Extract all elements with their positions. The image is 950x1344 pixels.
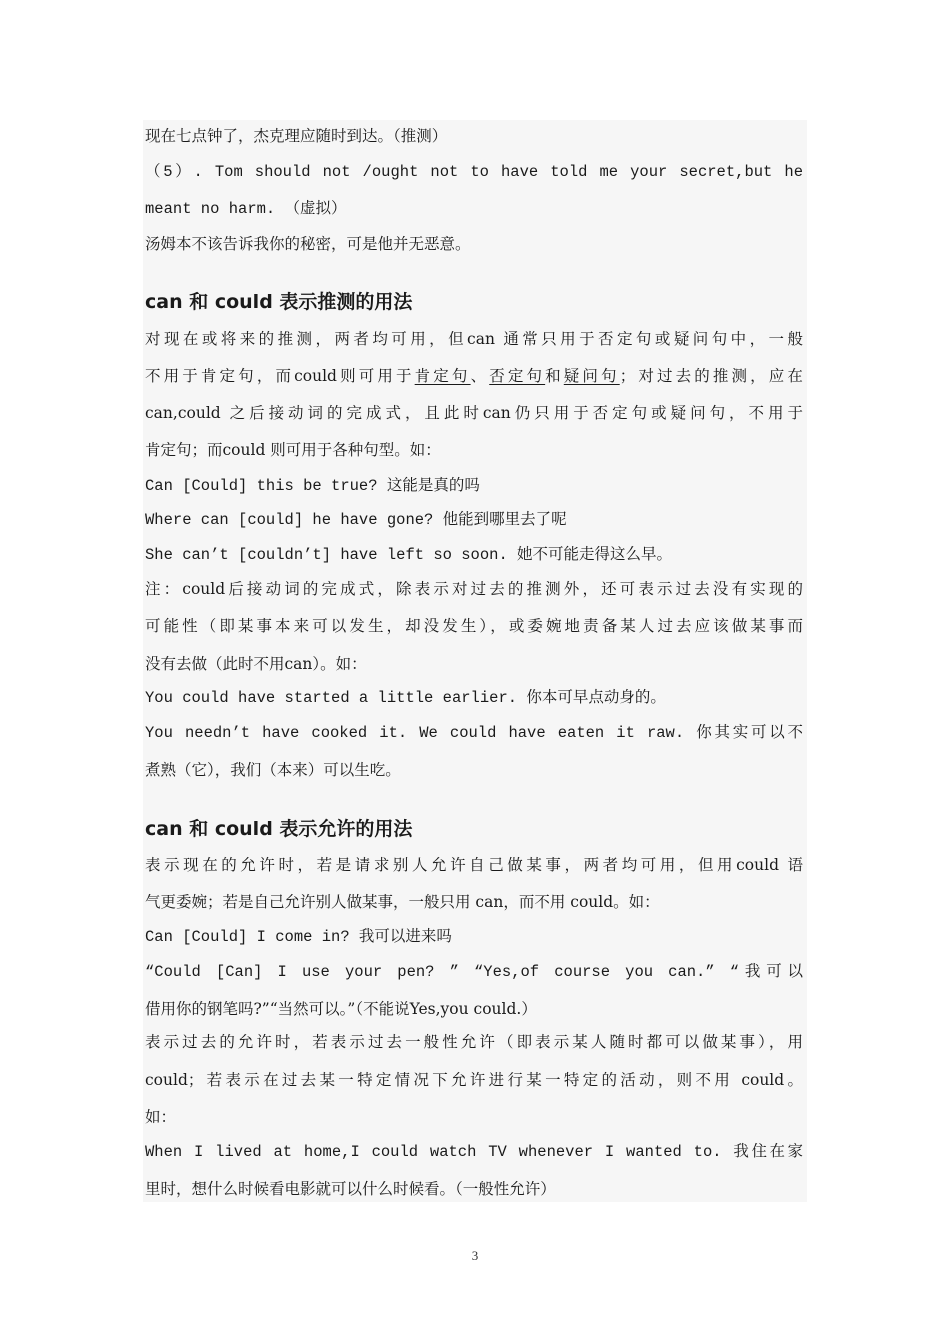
paragraph-line: 如： [145,1108,177,1126]
text-span: 、 [470,367,490,385]
page-number: 3 [471,1248,479,1263]
note-line: 注：could后接动词的完成式，除表示对过去的推测外，还可表示过去没有实现的 [145,580,803,598]
example-sentence: （5）. Tom should not /ought not to have told me your secret,but he [145,163,803,181]
note-line: 没有去做（此时不用can）。如： [145,655,367,673]
paragraph-line: 表示现在的允许时，若是请求别人允许自己做某事，两者均可用，但用could 语 [145,856,803,874]
example-translation: 煮熟（它），我们（本来）可以生吃。 [145,761,401,779]
paragraph-line: 对现在或将来的推测，两者均可用，但can 通常只用于否定句或疑问句中，一般 [145,330,803,348]
document-body [143,120,807,1202]
example-sentence: “Could [Can] I use your pen? ” “Yes,of course you can.” “我可以 [145,963,803,981]
text-span: ；对过去的推测，应在 [619,367,803,385]
example-translation: 里时，想什么时候看电影就可以什么时候看。（一般性允许） [145,1180,556,1198]
paragraph-line: could；若表示在过去某一特定情况下允许进行某一特定的活动，则不用 could。 [145,1071,803,1089]
example-sentence: Where can [could] he have gone? 他能到哪里去了呢 [145,511,567,529]
example-sentence: Can [Could] I come in? 我可以进来吗 [145,928,452,946]
example-sentence: You could have started a little earlier. 你本可早点动身的。 [145,689,666,707]
text-span: 和 [545,367,564,385]
section-heading-permission: can 和 could 表示允许的用法 [145,818,413,840]
example-translation: 借用你的钢笔吗?”“当然可以。”（不能说Yes,you could.） [145,1000,537,1018]
paragraph-line: 肯定句；而could 则可用于各种句型。如： [145,441,441,459]
example-sentence: meant no harm. （虚拟） [145,200,347,218]
underlined-term: 否定句 [489,367,546,385]
example-sentence: You needn’t have cooked it. We could have eaten it raw. 你其实可以不 [145,724,803,742]
underlined-term: 肯定句 [414,367,471,385]
example-sentence: Can [Could] this be true? 这能是真的吗 [145,477,480,495]
example-sentence: When I lived at home,I could watch TV whenever I wanted to. 我住在家 [145,1143,803,1161]
section-heading-inference: can 和 could 表示推测的用法 [145,291,413,313]
paragraph-translation: 现在七点钟了，杰克理应随时到达。（推测） [145,127,448,145]
paragraph-line [145,366,803,386]
paragraph-translation: 汤姆本不该告诉我你的秘密，可是他并无恶意。 [145,235,471,253]
paragraph-line: can,could 之后接动词的完成式，且此时can仍只用于否定句或疑问句，不用于 [145,404,803,422]
underlined-term: 疑问句 [563,367,620,385]
paragraph-line: 表示过去的允许时，若表示过去一般性允许（即表示某人随时都可以做某事），用 [145,1033,803,1051]
paragraph-line: 气更委婉；若是自己允许别人做某事，一般只用 can，而不用 could。如： [145,893,660,911]
example-sentence: She can’t [couldn’t] have left so soon. 她不可能走得这么早。 [145,546,673,564]
text-span: 不用于肯定句，而could则可用于 [145,367,415,385]
note-line: 可能性（即某事本来可以发生，却没发生），或委婉地责备某人过去应该做某事而 [145,617,803,635]
